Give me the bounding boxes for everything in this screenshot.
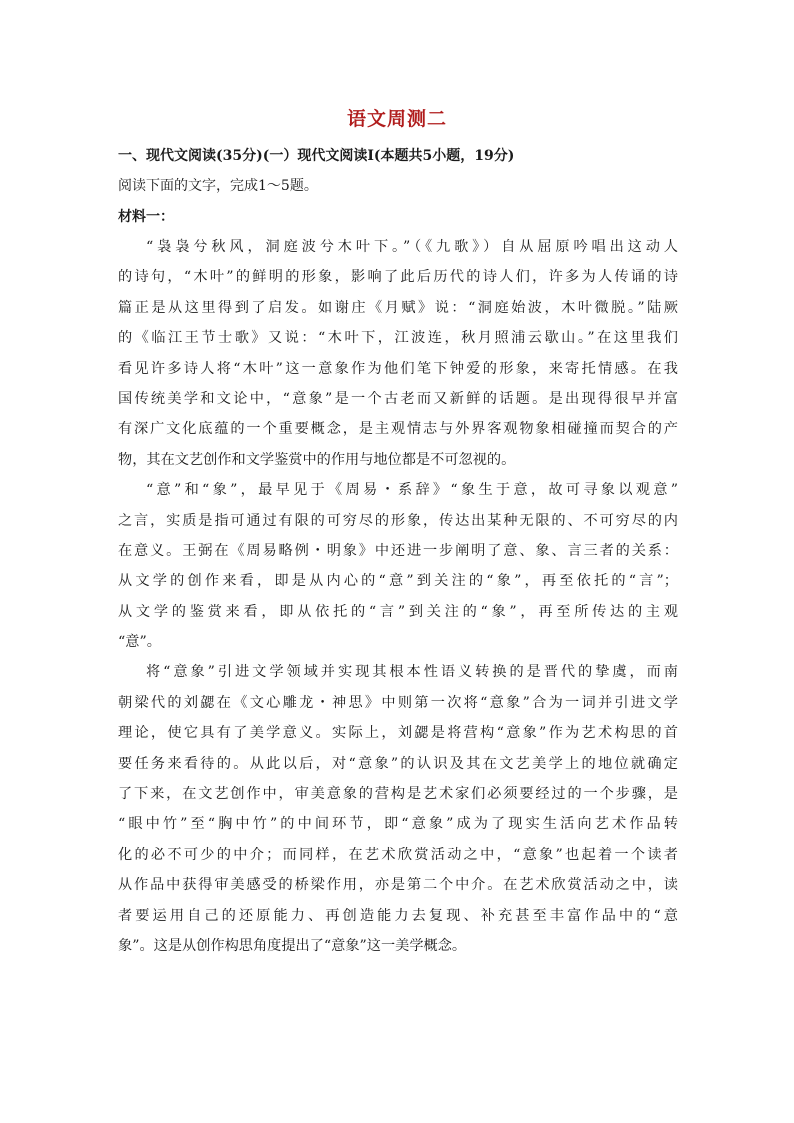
paragraph-line: 篇正是从这里得到了启发。如谢庄《月赋》说：“洞庭始波，木叶微脱。”陆厥 (118, 299, 678, 316)
paragraph-line: 国传统美学和文论中，“意象”是一个古老而又新鲜的话题。是出现得很早并富 (118, 390, 678, 407)
paragraph-line: 的诗句，“木叶”的鲜明的形象，影响了此后历代的诗人们，许多为人传诵的诗 (118, 269, 678, 286)
paragraph-line: 的《临江王节士歌》又说：“木叶下，江波连，秋月照浦云歇山。”在这里我们 (118, 330, 678, 347)
paragraph-line: “意”。 (118, 634, 161, 651)
paragraph-line: 在意义。王弼在《周易略例・明象》中还进一步阐明了意、象、言三者的关系： (118, 542, 678, 559)
paragraph-line: 看见许多诗人将“木叶”这一意象作为他们笔下钟爱的形象，来寄托情感。在我 (118, 360, 678, 377)
paragraph (118, 475, 678, 657)
paragraph-line: 从文学的创作来看，即是从内心的“意”到关注的“象”，再至依托的“言”； (118, 573, 678, 590)
paragraph-line: 从作品中获得审美感受的桥梁作用，亦是第二个中介。在艺术欣赏活动之中，读 (118, 877, 678, 894)
paragraph-line: 有深广文化底蕴的一个重要概念，是主观情志与外界客观物象相碰撞而契合的产 (118, 421, 678, 438)
paragraph-line: 朝梁代的刘勰在《文心雕龙・神思》中则第一次将“意象”合为一词并引进文学 (118, 694, 678, 711)
paragraph-line: 了下来，在文艺创作中，审美意象的营构是艺术家们必须要经过的一个步骤，是 (118, 786, 678, 803)
material-label: 材料一： (118, 209, 174, 225)
paragraph-line: 化的必不可少的中介；而同样，在艺术欣赏活动之中，“意象”也起着一个读者 (118, 846, 678, 863)
paragraph-line: 象”。这是从创作构思角度提出了“意象”这一美学概念。 (118, 937, 467, 954)
paragraph-line: “袅袅兮秋风，洞庭波兮木叶下。”（《九歌》）自从屈原吟唱出这动人 (146, 239, 678, 255)
paragraph-line: 将“意象”引进文学领域并实现其根本性语义转换的是晋代的挚虞，而南 (146, 664, 678, 681)
article-body (118, 232, 678, 961)
section-heading: 一、现代文阅读(35分)(一）现代文阅读Ⅰ(本题共5小题，19分) (118, 148, 515, 164)
paragraph (118, 232, 678, 475)
paragraph-line: 要任务来看待的。从此以后，对“意象”的认识及其在文艺美学上的地位就确定 (118, 755, 678, 772)
paragraph-line: 从文学的鉴赏来看，即从依托的“言”到关注的“象”，再至所传达的主观 (118, 603, 678, 620)
paragraph-line: 理论，使它具有了美学意义。实际上，刘勰是将营构“意象”作为艺术构思的首 (118, 725, 678, 742)
paragraph-line: “眼中竹”至“胸中竹”的中间环节，即“意象”成为了现实生活向艺术作品转 (118, 816, 678, 833)
reading-instruction: 阅读下面的文字，完成1～5题。 (118, 178, 318, 194)
paragraph-line: “意”和“象”，最早见于《周易・系辞》“象生于意，故可寻象以观意” (146, 482, 678, 499)
paragraph-line: 之言，实质是指可通过有限的可穷尽的形象，传达出某种无限的、不可穷尽的内 (118, 512, 678, 529)
paragraph-line: 物，其在文艺创作和文学鉴赏中的作用与地位都是不可忽视的。 (118, 451, 516, 468)
paragraph (118, 657, 678, 961)
paragraph-line: 者要运用自己的还原能力、再创造能力去复现、补充甚至丰富作品中的“意 (118, 907, 678, 924)
page-title: 语文周测二 (346, 108, 447, 130)
